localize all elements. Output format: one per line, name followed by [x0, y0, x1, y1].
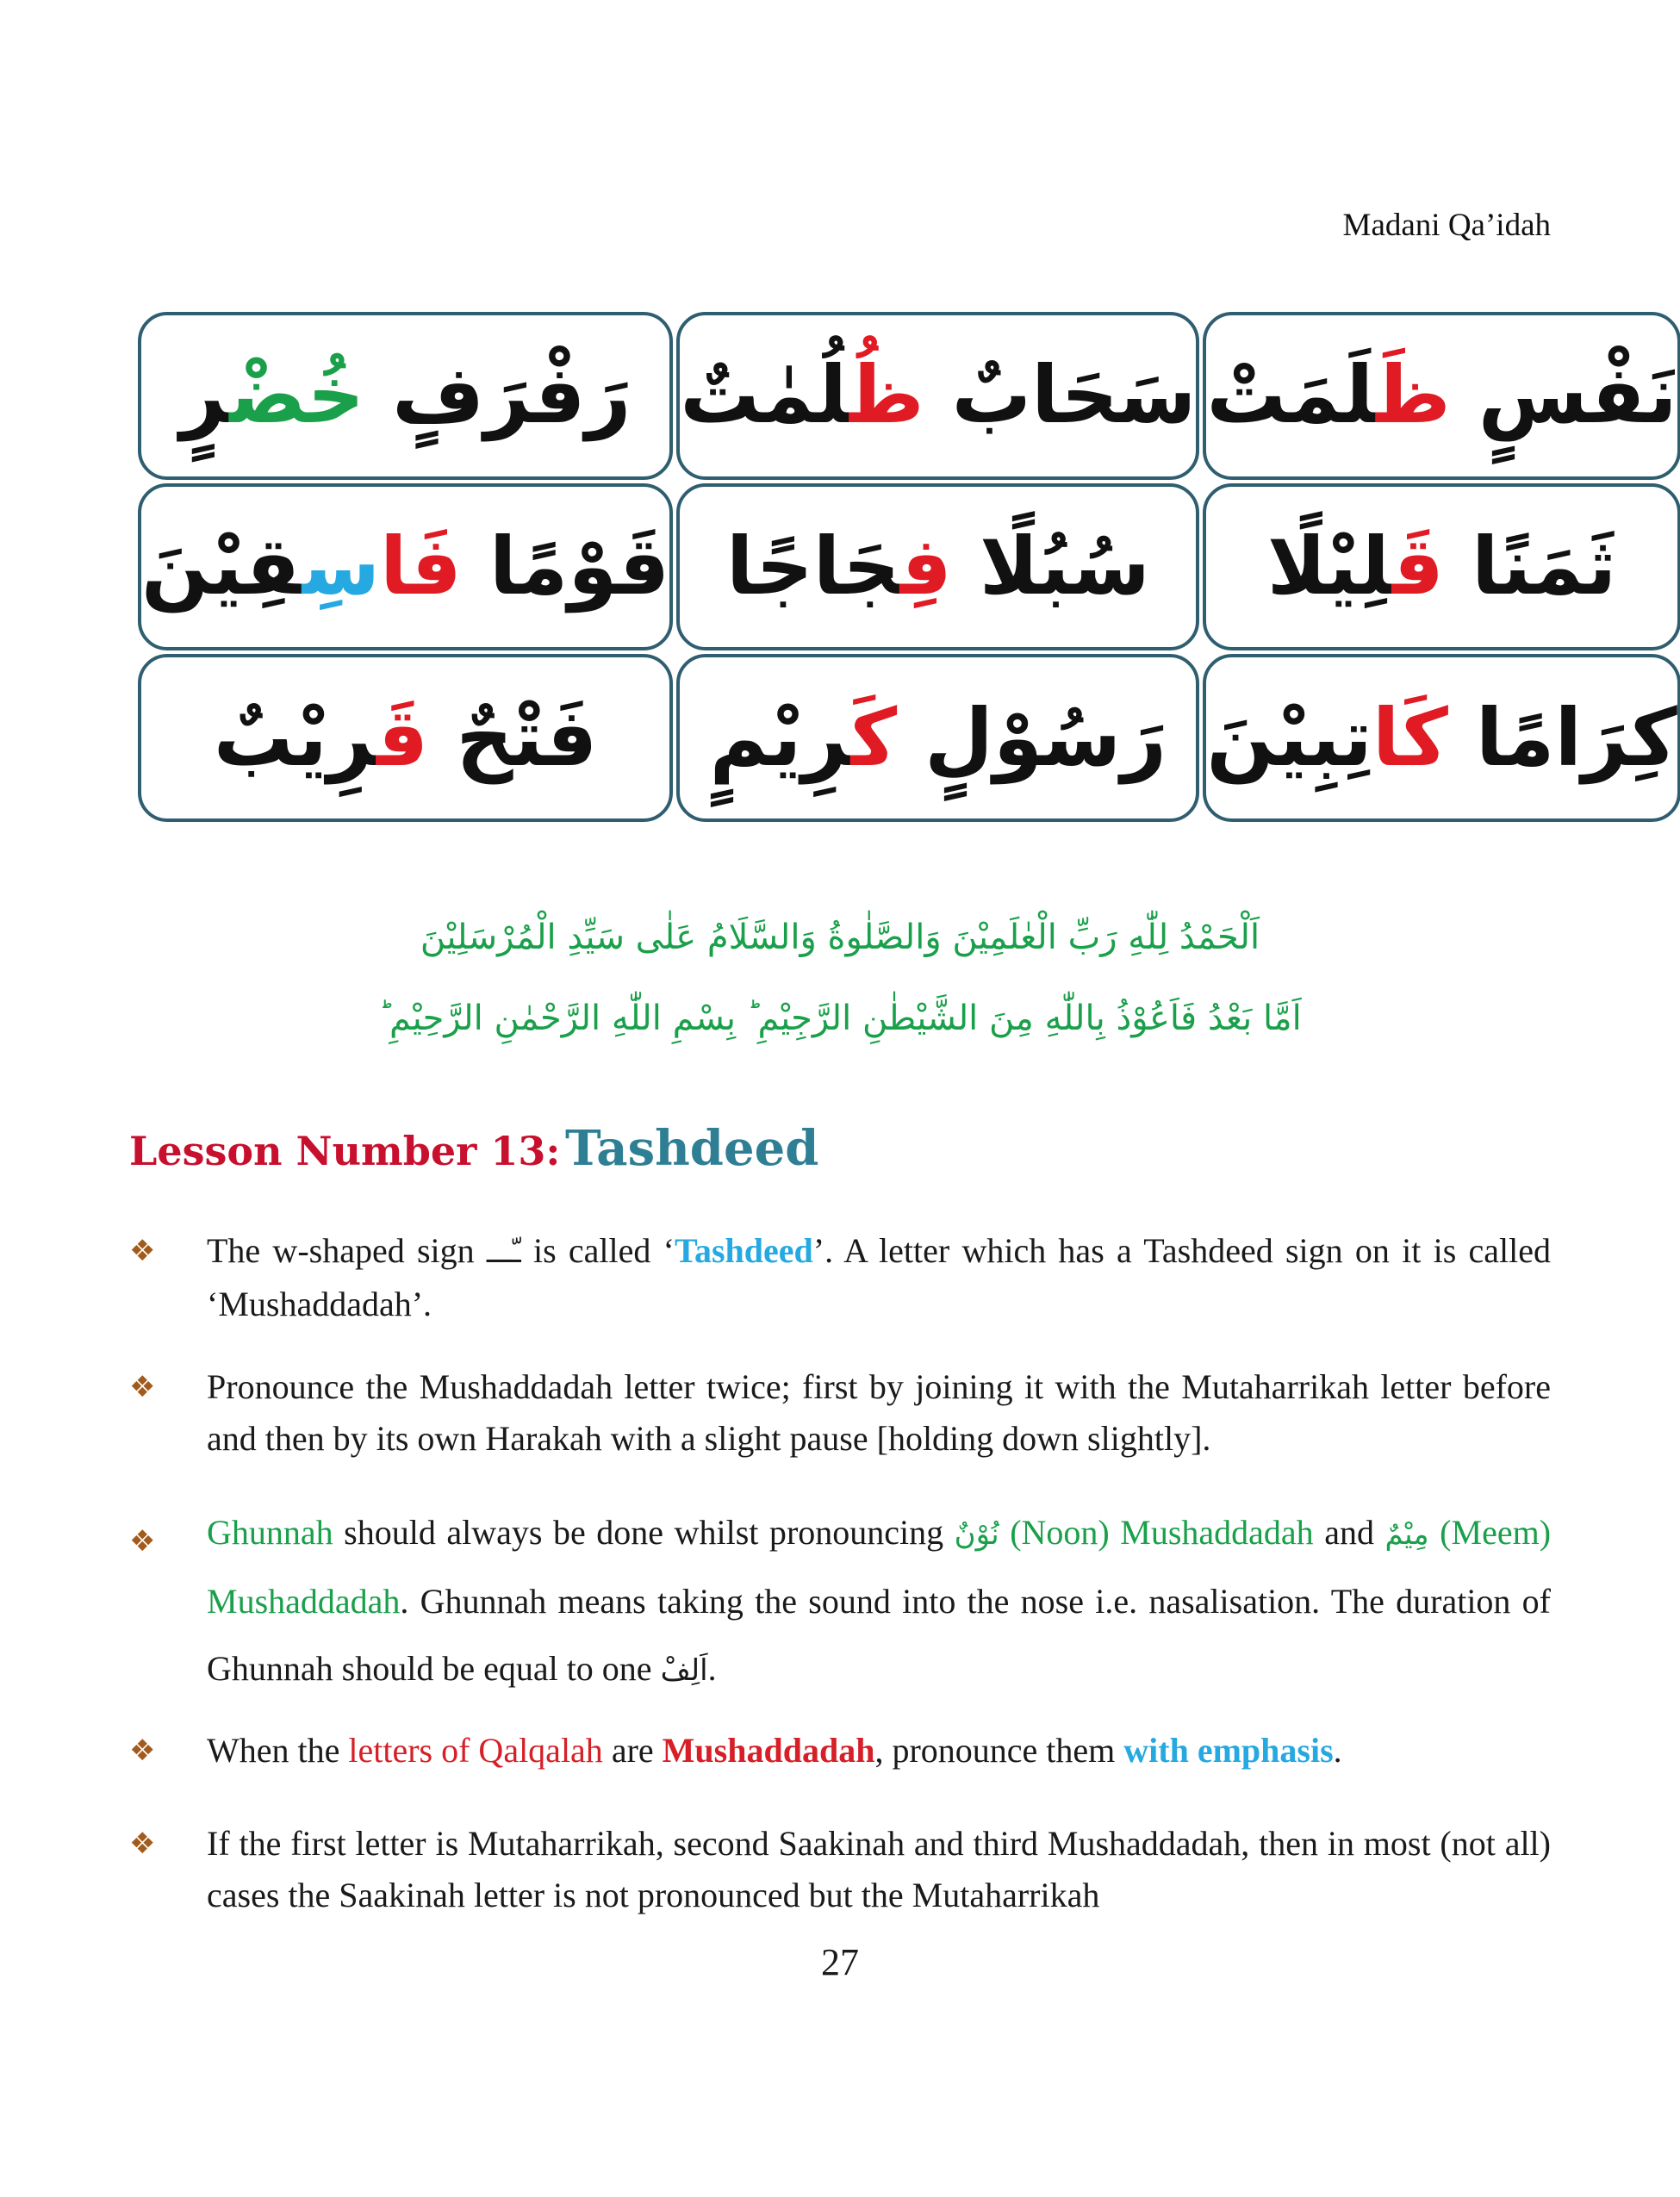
bullet-text: Ghunnah should always be done whilst pronouncing نُوْنٌ (Noon) Mushaddadah and مِيْمٌ (Meem) Mushaddadah. Ghunnah means taking the sound into the nose i.e. nasalisation. The duration of Ghunnah should be equal to one اَلِفْ. — [207, 1513, 1552, 1688]
arabic-word — [680, 349, 1197, 442]
page-number: 27 — [821, 1941, 859, 1983]
word-segment: فِ — [899, 520, 952, 613]
word-segment: قَ — [376, 691, 429, 784]
arabic-word — [1206, 691, 1677, 784]
word-segment: رٍ — [179, 349, 230, 442]
word-segment: ثَمَنًا — [1444, 520, 1617, 613]
word-segment: قَ — [1391, 520, 1444, 613]
word-segment: رَفْرَفٍ — [364, 349, 632, 442]
arabic-word — [1266, 520, 1617, 613]
bullet-qalqalah — [129, 1725, 1551, 1777]
tashdeed-sign: ـّـــ — [486, 1235, 521, 1270]
bullet-icon: ❖ — [129, 1524, 156, 1559]
word-segment: تِبِيْنَ — [1206, 691, 1372, 784]
bullet-text: The w-shaped sign ـّـــ is called ‘Tashdeed’. A letter which has a Tashdeed sign on it is called ‘Mushaddadah’. — [207, 1231, 1552, 1323]
word-cell — [676, 312, 1199, 480]
bullet-icon: ❖ — [129, 1234, 156, 1268]
word-cell — [138, 312, 673, 480]
word-segment: كَ — [850, 691, 898, 784]
word-segment: فَا — [380, 520, 462, 613]
bullet-icon: ❖ — [129, 1827, 156, 1861]
word-segment: جَاجًا — [725, 520, 900, 613]
ghunnah-term: Ghunnah — [207, 1513, 333, 1552]
word-segment: ظَ — [1376, 349, 1451, 442]
noon-label: (Noon) Mushaddadah — [999, 1513, 1314, 1552]
bullet-icon: ❖ — [129, 1733, 156, 1768]
page-header: Madani Qa’idah — [1342, 208, 1551, 243]
word-segment: رِيْمٍ — [709, 691, 851, 784]
word-segment: نَفْسٍ — [1450, 349, 1677, 442]
mushaddadah-term: Mushaddadah — [662, 1731, 875, 1770]
word-cell — [676, 654, 1199, 822]
lesson-topic: Tashdeed — [564, 1120, 819, 1177]
word-cell — [676, 483, 1199, 651]
lesson-title — [129, 1120, 818, 1177]
bullet-icon: ❖ — [129, 1370, 156, 1404]
meem-label: (Meem) Mushaddadah — [207, 1513, 1552, 1621]
word-segment: سَحَابٌ — [924, 349, 1197, 442]
arabic-word — [213, 691, 598, 784]
word-segment: لَمَتْ — [1206, 349, 1377, 442]
word-segment: ظُ — [849, 349, 924, 442]
word-cell — [138, 483, 673, 651]
qalqalah-term: letters of Qalqalah — [348, 1731, 603, 1770]
word-cell — [1203, 654, 1680, 822]
word-segment: لُمٰتٌ — [680, 349, 849, 442]
word-segment: رِيْبٌ — [213, 691, 377, 784]
word-segment: لِيْلًا — [1266, 520, 1392, 613]
tashdeed-term: Tashdeed — [674, 1231, 813, 1270]
bullet-text: If the first letter is Mutaharrikah, second Saakinah and third Mushaddadah, then in most (not all) cases the Saakinah letter is not pronounced but the Mutaharrikah — [207, 1824, 1551, 1914]
bullet-saakinah — [129, 1818, 1551, 1921]
word-segment: كِرَامًا — [1447, 691, 1677, 784]
arabic-word — [141, 520, 670, 613]
bullet-text: Pronounce the Mushaddadah letter twice; first by joining it with the Mutaharrikah letter before and then by its own Harakah with a slight pause [holding down slightly]. — [207, 1367, 1551, 1458]
word-segment: خُضْ — [229, 349, 365, 442]
emphasis-term: with emphasis — [1123, 1731, 1334, 1770]
word-cell — [1203, 312, 1680, 480]
dua-line-1: اَلْحَمْدُ لِلّٰهِ رَبِّ الْعٰلَمِيْنَ وَالصَّلٰوةُ وَالسَّلَامُ عَلٰى سَيِّدِ الْمُرْسَلِيْنَ — [420, 918, 1260, 957]
arabic-word — [709, 691, 1167, 784]
word-segment: قِيْنَ — [141, 520, 302, 613]
lesson-number: Lesson Number 13: — [129, 1128, 561, 1174]
bullet-ghunnah — [129, 1499, 1551, 1704]
noon-arabic: نُوْنٌ — [954, 1517, 999, 1552]
dua-line-2: اَمَّا بَعْدُ فَاَعُوْذُ بِاللّٰهِ مِنَ الشَّيْطٰنِ الرَّجِيْمِ ؕ بِسْمِ اللّٰهِ الرَّحْمٰنِ الرَّحِيْمِ ؕ — [378, 999, 1302, 1038]
bullet-pronounce-twice — [129, 1361, 1551, 1465]
word-segment: رَسُوْلٍ — [897, 691, 1167, 784]
word-cell — [138, 654, 673, 822]
word-grid — [138, 312, 1677, 822]
alif-arabic: اَلِفْ — [660, 1653, 708, 1688]
arabic-word — [179, 349, 632, 442]
word-segment: كَا — [1372, 691, 1448, 784]
word-segment: قَوْمًا — [461, 520, 670, 613]
bullet-tashdeed-sign — [129, 1225, 1551, 1330]
arabic-word — [725, 520, 1150, 613]
meem-arabic: مِيْمٌ — [1384, 1517, 1429, 1552]
bullet-text: When the letters of Qalqalah are Mushaddadah, pronounce them with emphasis. — [207, 1731, 1342, 1770]
word-segment: سُبُلًا — [951, 520, 1150, 613]
word-segment: فَتْحٌ — [428, 691, 598, 784]
arabic-word — [1206, 349, 1677, 442]
word-segment: سِ — [302, 520, 381, 613]
word-cell — [1203, 483, 1680, 651]
